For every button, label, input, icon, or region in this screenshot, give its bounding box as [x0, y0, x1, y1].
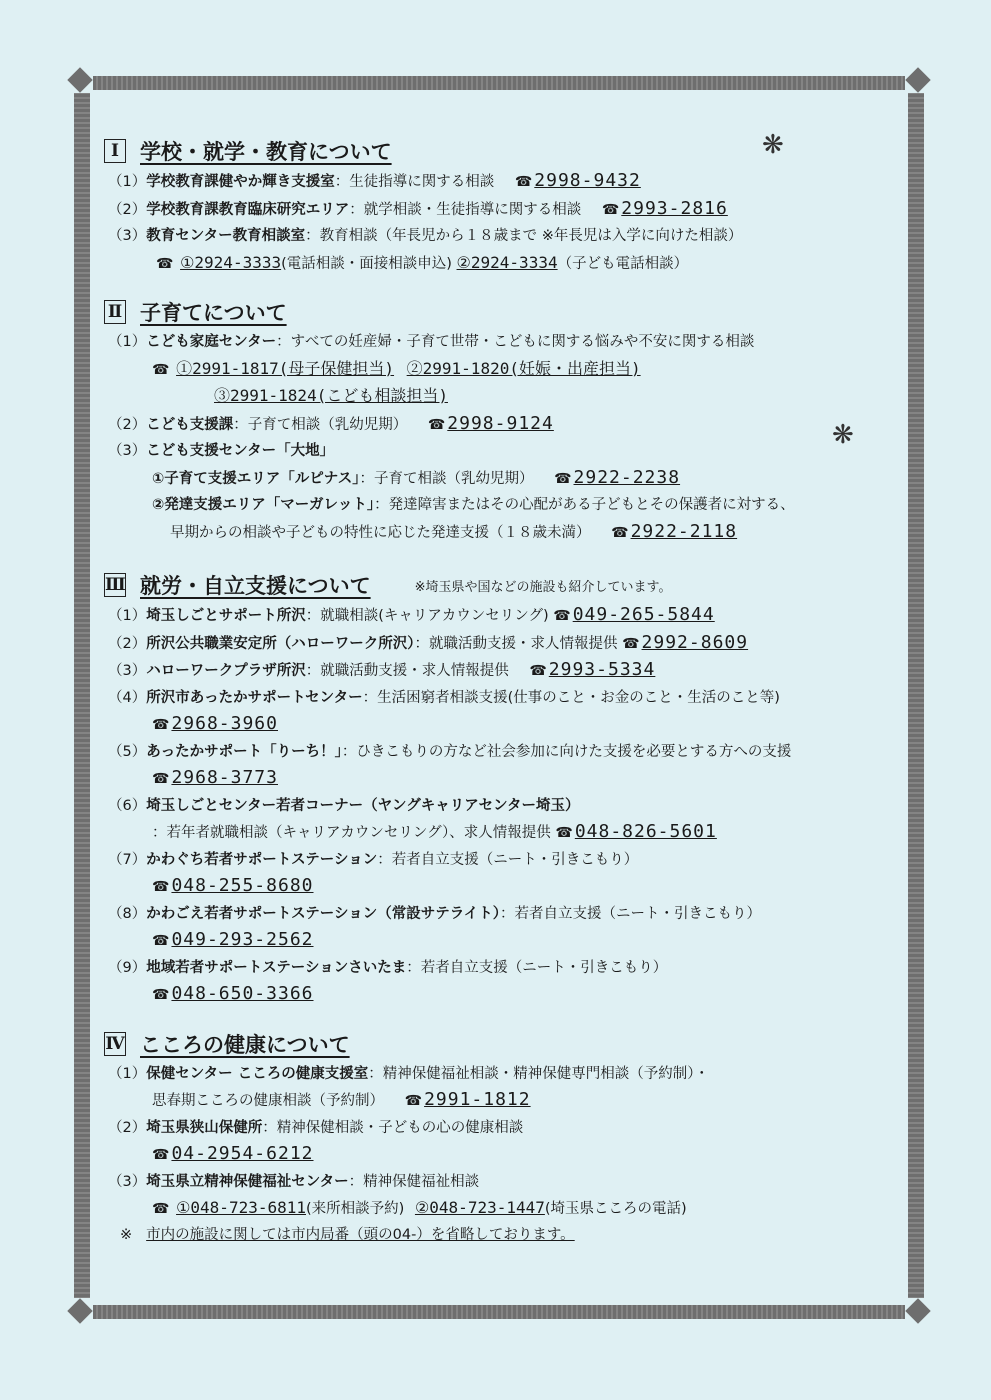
footnote: ※ 市内の施設に関しては市内局番（頭の04-）を省略しております。 [120, 1226, 575, 1243]
list-subitem: ①子育て支援エリア「ルピナス」：子育て相談（乳幼児期） ☎ 2922-2238 [100, 465, 890, 493]
list-item: （2）所沢公共職業安定所（ハローワーク所沢）：就職活動支援・求人情報提供 ☎ 2992-8609 [100, 630, 890, 658]
phone-number[interactable]: 2998-9432 [534, 170, 641, 191]
phone-number[interactable]: ①2991-1817(母子保健担当) [176, 358, 395, 378]
section-title: 就労・自立支援について [140, 574, 371, 598]
phone-icon: ☎ [404, 1093, 423, 1109]
frame-corner-top-right [905, 67, 931, 93]
list-item: （7）かわぐち若者サポートステーション：若者自立支援（ニート・引きこもり） [108, 851, 639, 868]
section-note: ※埼玉県や国などの施設も紹介しています。 [414, 579, 672, 595]
list-item: （5）あったかサポート「りーち！」：ひきこもりの方など社会参加に向けた支援を必要とする方への支援 [108, 743, 792, 760]
phone-icon: ☎ [514, 174, 533, 190]
list-item: （1）保健センター こころの健康支援室：精神保健福祉相談・精神保健専門相談（予約制）・ [108, 1065, 709, 1082]
phone-number[interactable]: 048-650-3366 [171, 983, 314, 1004]
phone-number[interactable]: 2993-5334 [548, 659, 656, 680]
phone-number[interactable]: 048-255-8680 [171, 875, 314, 896]
phone-icon: ☎ [601, 201, 620, 218]
list-item: （3）ハローワークプラザ所沢：就職活動支援・求人情報提供 ☎ 2993-5334 [100, 657, 890, 685]
main-content [100, 128, 890, 1247]
phone-icon: ☎ [152, 717, 170, 733]
list-item: （6）埼玉しごとセンター若者コーナー（ヤングキャリアセンター埼玉） [108, 797, 580, 814]
section-number: Ⅱ [104, 300, 126, 324]
phone-icon: ☎ [152, 361, 170, 378]
frame-right-border [908, 76, 924, 1319]
list-item: （1）こども家庭センター：すべての妊産婦・子育て世帯・こどもに関する悩みや不安に関する相談 [108, 334, 755, 350]
frame-bottom-border [76, 1305, 924, 1319]
section-number: Ⅰ [104, 139, 126, 163]
phone-icon: ☎ [611, 524, 629, 541]
flower-icon: ❋ [762, 130, 784, 160]
list-item: （3）教育センター教育相談室：教育相談（年長児から１８歳まで ※年長児は入学に向けた相談） [108, 228, 743, 244]
phone-number[interactable]: ②2924-3334 [456, 252, 558, 272]
list-item-phones [100, 383, 890, 411]
section-title: 子育てについて [140, 301, 287, 325]
phone-icon: ☎ [553, 608, 571, 624]
phone-number[interactable]: 2968-3960 [171, 713, 278, 734]
phone-number[interactable]: 04-2954-6212 [171, 1143, 314, 1164]
phone-number[interactable]: ②2991-1820(妊娠・出産担当) [406, 358, 641, 378]
phone-icon: ☎ [152, 879, 170, 895]
frame-top-border [76, 76, 924, 90]
phone-icon: ☎ [529, 663, 547, 679]
phone-number[interactable]: 048-826-5601 [574, 821, 717, 842]
phone-icon: ☎ [427, 416, 446, 433]
section-number: Ⅲ [105, 575, 126, 595]
phone-number[interactable]: 2922-2118 [630, 520, 738, 542]
list-item-phone [100, 927, 890, 955]
list-item: （1）埼玉しごとサポート所沢：就職相談(キャリアカウンセリング) ☎ 049-265-5844 [100, 602, 890, 630]
list-item-phone [100, 1141, 890, 1169]
list-item-phone [100, 711, 890, 739]
phone-number[interactable]: ②048-723-1447 [414, 1198, 545, 1217]
phone-icon: ☎ [555, 825, 573, 841]
section-title: 学校・就学・教育について [140, 140, 392, 164]
flower-icon: ❋ [832, 420, 854, 450]
phone-icon: ☎ [152, 987, 170, 1003]
list-item: （3）埼玉県立精神保健福祉センター：精神保健福祉相談 [108, 1173, 480, 1190]
phone-number[interactable]: 2998-9124 [447, 412, 554, 434]
section-number: Ⅳ [105, 1033, 125, 1054]
list-item-cont: ：若年者就職相談（キャリアカウンセリング）、求人情報提供 ☎ 048-826-5601 [100, 819, 890, 847]
list-item-phone [100, 981, 890, 1009]
list-item: （1）学校教育課健やか輝き支援室：生徒指導に関する相談 ☎ 2998-9432 [100, 168, 890, 196]
list-item-phones [100, 356, 890, 384]
list-subitem: ②発達支援エリア「マーガレット」：発達障害またはその心配がある子どもとその保護者に対する、 [152, 497, 795, 513]
section-heading [100, 134, 890, 168]
phone-icon: ☎ [152, 1147, 170, 1163]
phone-icon: ☎ [152, 933, 170, 949]
phone-number[interactable]: 2968-3773 [171, 767, 278, 788]
phone-number[interactable]: 049-265-5844 [572, 604, 715, 625]
list-item-phone [100, 873, 890, 901]
phone-icon: ☎ [554, 470, 572, 487]
section-heading [100, 295, 890, 329]
phone-icon: ☎ [152, 771, 170, 787]
list-item-phone [100, 765, 890, 793]
phone-number[interactable]: 2922-2238 [573, 466, 681, 488]
list-item: （8）かわごえ若者サポートステーション（常設サテライト）：若者自立支援（ニート・引きこもり） [108, 905, 762, 922]
frame-corner-bottom-left [67, 1298, 93, 1324]
list-item: （3）こども支援センター「大地」 [108, 443, 335, 459]
phone-number[interactable]: ③2991-1824(こども相談担当) [214, 386, 448, 405]
phone-number[interactable]: ①048-723-6811 [176, 1198, 306, 1217]
frame-left-border [74, 76, 90, 1319]
phone-number[interactable]: ①2924-3333 [180, 252, 282, 272]
phone-number[interactable]: 2993-2816 [621, 197, 728, 219]
section-heading [100, 1027, 890, 1061]
list-item: （9）地域若者サポートステーションさいたま：若者自立支援（ニート・引きこもり） [108, 959, 668, 976]
phone-number[interactable]: 2991-1812 [424, 1089, 531, 1110]
section-title: こころの健康について [140, 1032, 350, 1057]
phone-icon: ☎ [152, 1201, 170, 1217]
frame-corner-bottom-right [905, 1298, 931, 1324]
list-item-cont: 思春期こころの健康相談（予約制） ☎ 2991-1812 [100, 1087, 890, 1115]
list-item: （4）所沢市あったかサポートセンター：生活困窮者相談支援(仕事のこと・お金のこと・生活のこと等) [108, 689, 780, 706]
list-item: （2）こども支援課：子育て相談（乳幼児期） ☎ 2998-9124 [100, 411, 890, 439]
phone-number[interactable]: 049-293-2562 [171, 929, 314, 950]
list-subitem-cont: 早期からの相談や子どもの特性に応じた発達支援（１８歳未満） ☎ 2922-2118 [100, 519, 890, 547]
phone-number[interactable]: 2992-8609 [641, 631, 749, 653]
list-item: （2）埼玉県狭山保健所：精神保健相談・子どもの心の健康相談 [108, 1119, 524, 1136]
phone-icon: ☎ [622, 635, 640, 652]
list-item-phones: ☎ ①048-723-6811(来所相談予約) ②048-723-1447(埼玉県こころの電話) [100, 1195, 890, 1223]
list-item-phones: ☎ ①2924-3333(電話相談・面接相談申込) ②2924-3334（子ども電話相談） [100, 250, 890, 278]
section-heading [100, 568, 890, 602]
list-item: （2）学校教育課教育臨床研究エリア：就学相談・生徒指導に関する相談 ☎ 2993-2816 [100, 196, 890, 224]
frame-corner-top-left [67, 67, 93, 93]
phone-icon: ☎ [156, 255, 174, 272]
